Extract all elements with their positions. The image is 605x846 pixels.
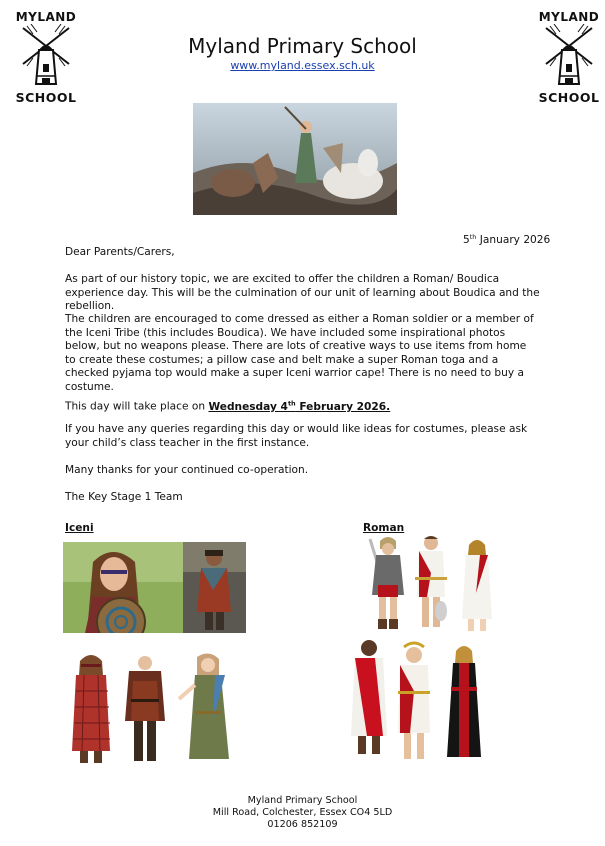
roman-photo-black-dress bbox=[443, 641, 485, 763]
iceni-photo-girl-tartan bbox=[64, 651, 119, 764]
event-prefix: This day will take place on bbox=[65, 400, 209, 413]
roman-label: Roman bbox=[363, 522, 405, 534]
footer-address: Mill Road, Colchester, Essex CO4 5LD bbox=[212, 807, 393, 818]
logo-text-top: MYLAND bbox=[538, 10, 600, 24]
footer-phone: 01206 852109 bbox=[267, 819, 338, 830]
iceni-photo-green-dress bbox=[175, 651, 235, 764]
paragraph-queries: If you have any queries regarding this day or would like ideas for costumes, please ask your child’s class teacher in the first instance. bbox=[65, 423, 528, 449]
event-date-rest: February 2026. bbox=[295, 400, 391, 413]
date-suffix: th bbox=[469, 233, 477, 241]
iceni-photo-girl-shield bbox=[63, 542, 183, 633]
roman-photo-girl-white bbox=[456, 537, 498, 633]
logo-text-top: MYLAND bbox=[15, 10, 77, 24]
iceni-label: Iceni bbox=[65, 522, 94, 534]
date-day: 5 bbox=[463, 234, 470, 246]
paragraph-intro: As part of our history topic, we are excited to offer the children a Roman/ Boudica experience day. This will be the culmination of our unit of learning about Boudica and the rebellion. bbox=[65, 273, 540, 313]
signoff: The Key Stage 1 Team bbox=[65, 491, 183, 503]
roman-photo-toga-boy bbox=[407, 533, 455, 633]
event-date-suffix: th bbox=[287, 399, 296, 407]
roman-photo-red-toga bbox=[347, 636, 391, 756]
boudica-painting bbox=[193, 103, 397, 215]
logo-text-bottom: SCHOOL bbox=[15, 90, 77, 105]
iceni-photo-cloak bbox=[119, 651, 171, 764]
logo-text-bottom: SCHOOL bbox=[538, 90, 600, 105]
footer bbox=[0, 795, 605, 831]
date-rest: January 2026 bbox=[476, 234, 551, 246]
footer-school-name: Myland Primary School bbox=[247, 795, 358, 806]
salutation: Dear Parents/Carers, bbox=[65, 246, 175, 258]
school-name: Myland Primary School bbox=[188, 34, 417, 58]
roman-photo-emperor bbox=[392, 641, 436, 761]
paragraph-costumes: The children are encouraged to come dressed as either a Roman soldier or a member of the Iceni Tribe (this includes Boudica). We have included some inspirational photos below, but no weapons please. There are lots of creative ways to use items from home to create these costumes; a pillow case and belt make a super Roman toga and a checked pyjama top would make a super Iceni warrior cape! There is no need to buy a costume. bbox=[65, 313, 534, 393]
letter-date bbox=[463, 233, 550, 246]
website-link[interactable]: www.myland.essex.sch.uk bbox=[230, 59, 375, 72]
event-date bbox=[208, 401, 390, 413]
roman-photo-soldier bbox=[364, 535, 412, 631]
iceni-photo-boy bbox=[183, 542, 246, 633]
event-date-day: Wednesday 4 bbox=[208, 400, 288, 413]
thanks-line: Many thanks for your continued co-operation. bbox=[65, 464, 309, 476]
paragraph-event-date bbox=[65, 397, 540, 414]
